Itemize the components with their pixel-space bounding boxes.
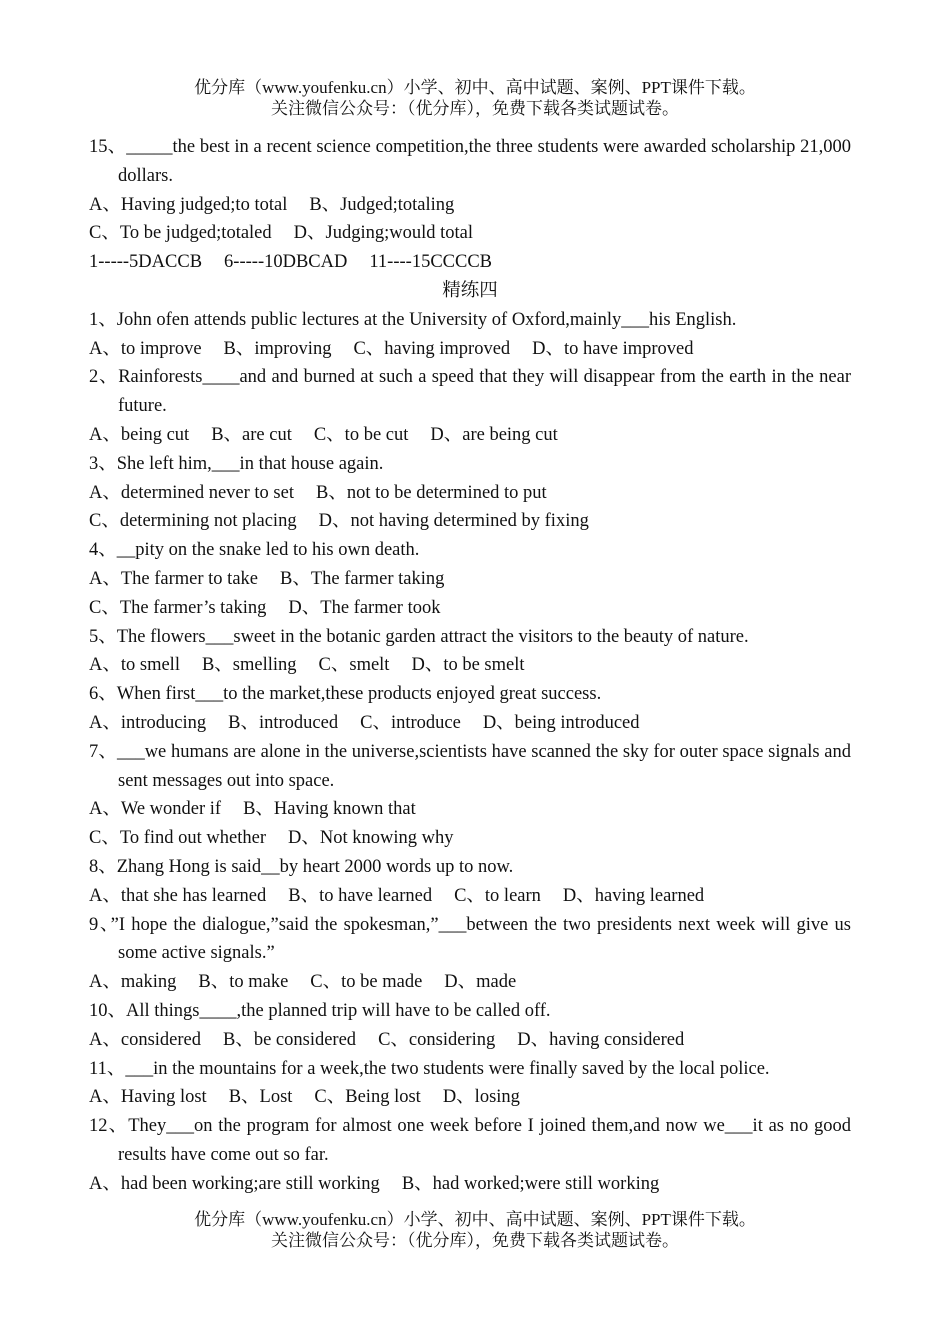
question-10-stem: 10、All things____,the planned trip will have to be called off. [89,1000,551,1021]
question-2-stem: 2、Rainforests____and and burned at such a speed that they will disappear from the earth in the near future. [89,367,851,417]
answer-group: 1-----5DACCB [89,252,203,273]
question-8-stem: 8、Zhang Hong is said__by heart 2000 words up to now. [89,856,514,877]
page-header [0,77,950,119]
option: B、not to be determined to put [315,482,547,503]
option: C、having improved [353,338,511,359]
question-4-options-row-1 [89,565,851,594]
question-9-stem: 9、”I hope the dialogue,”said the spokesman,”___between the two presidents next week will give us some active signals.” [89,914,851,964]
question-5-options-row-1 [89,651,851,680]
question-6-options-row-1 [89,709,851,738]
option: A、that she has learned [89,885,267,906]
option: D、having learned [562,885,705,906]
question-3-options-row-2 [89,507,851,536]
option: A、to smell [89,655,180,676]
option: D、The farmer took [288,597,441,618]
option: B、introduced [228,712,339,733]
option: A、introducing [89,712,207,733]
question-3-options-row-1 [89,479,851,508]
option: C、determining not placing [89,511,297,532]
option: B、be considered [223,1029,357,1050]
option: D、Not knowing why [288,828,454,849]
section-title: 精练四 [442,280,498,301]
question-15-options-row-2 [89,219,851,248]
question-11-stem: 11、___in the mountains for a week,the two students were finally saved by the local police. [89,1058,770,1079]
option: A、The farmer to take [89,568,258,589]
option: D、having considered [517,1029,685,1050]
option: D、to be smelt [411,655,525,676]
option: B、to have learned [288,885,433,906]
option: D、being introduced [482,712,640,733]
question-11-options-row-1 [89,1083,851,1112]
option: A、being cut [89,424,190,445]
answer-key [89,248,851,277]
answer-group: 11----15CCCCB [369,252,493,273]
option: D、not having determined by fixing [318,511,589,532]
option: A、had been working;are still working [89,1173,380,1194]
option: C、To find out whether [89,828,266,849]
option: B、Having known that [243,799,416,820]
exam-content [89,133,851,1198]
question-5-stem: 5、The flowers___sweet in the botanic garden attract the visitors to the beauty of nature. [89,626,749,647]
option: B、Lost [228,1087,293,1108]
option: A、We wonder if [89,799,222,820]
option: D、losing [442,1087,520,1108]
option: C、To be judged;totaled [89,223,272,244]
option: B、had worked;were still working [401,1173,660,1194]
option: D、Judging;would total [293,223,474,244]
option: A、Having judged;to total [89,194,288,215]
option: D、made [444,972,517,993]
page-footer [0,1209,950,1251]
option: A、considered [89,1029,201,1050]
question-7-options-row-1 [89,795,851,824]
footer-line-1: 优分库（www.youfenku.cn）小学、初中、高中试题、案例、PPT课件下载。 [194,1210,756,1229]
option: B、improving [223,338,332,359]
question-1-stem: 1、John ofen attends public lectures at the University of Oxford,mainly___his English. [89,309,737,330]
option: D、to have improved [532,338,694,359]
question-3-stem: 3、She left him,___in that house again. [89,453,384,474]
option: C、The farmer’s taking [89,597,267,618]
header-line-2: 关注微信公众号：（优分库），免费下载各类试题试卷。 [271,99,679,118]
question-7-stem: 7、___we humans are alone in the universe,scientists have scanned the sky for outer space signals and sent messages out into space. [89,741,851,791]
option: B、to make [198,972,289,993]
question-10-options-row-1 [89,1026,851,1055]
question-4-stem: 4、__pity on the snake led to his own death. [89,540,420,561]
question-6-stem: 6、When first___to the market,these products enjoyed great success. [89,684,602,705]
option: B、The farmer taking [280,568,445,589]
option: C、to be made [310,972,423,993]
question-8-options-row-1 [89,882,851,911]
question-4-options-row-2 [89,594,851,623]
question-list [89,306,851,1199]
option: C、to be cut [313,424,409,445]
header-line-1: 优分库（www.youfenku.cn）小学、初中、高中试题、案例、PPT课件下载。 [194,78,756,97]
footer-line-2: 关注微信公众号：（优分库），免费下载各类试题试卷。 [271,1231,679,1250]
option: C、to learn [454,885,541,906]
question-9-options-row-1 [89,968,851,997]
option: A、Having lost [89,1087,207,1108]
question-2-options-row-1 [89,421,851,450]
question-12-stem: 12、They___on the program for almost one week before I joined them,and now we___it as no good results have come out so far. [89,1116,851,1165]
option: A、making [89,972,177,993]
option: D、are being cut [430,424,558,445]
option: A、determined never to set [89,482,294,503]
option: A、to improve [89,338,202,359]
option: C、smelt [318,655,390,676]
option: C、considering [378,1029,496,1050]
option: C、introduce [360,712,461,733]
option: B、Judged;totaling [309,194,455,215]
question-7-options-row-2 [89,824,851,853]
option: B、are cut [211,424,292,445]
answer-group: 6-----10DBCAD [224,252,348,273]
question-1-options-row-1 [89,335,851,364]
question-15-stem: 15、_____the best in a recent science competition,the three students were awarded scholarship 21,000 dollars. [89,137,851,186]
option: B、smelling [201,655,297,676]
question-15-options-row-1 [89,191,851,220]
question-12-options-row-1 [89,1170,851,1199]
option: C、Being lost [314,1087,421,1108]
